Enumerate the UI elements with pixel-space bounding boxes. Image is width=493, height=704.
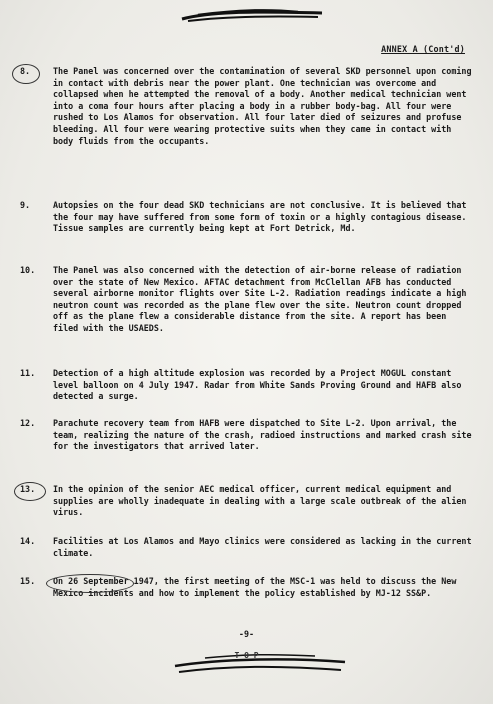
paragraph-number: 12. xyxy=(20,418,36,428)
circle-mark-8 xyxy=(12,64,40,84)
paragraph-number: 14. xyxy=(20,536,36,546)
paragraph-text: Facilities at Los Alamos and Mayo clinics were considered as lacking in the current climate. xyxy=(53,536,472,558)
paragraph-number: 15. xyxy=(20,576,36,586)
annex-header: ANNEX A (Cont'd) xyxy=(381,44,465,54)
paragraph-12 xyxy=(20,418,480,453)
redaction-scribble-top xyxy=(178,7,326,25)
classification-footer: T O P xyxy=(234,651,259,660)
paragraph-text: The Panel was also concerned with the detection of air-borne release of radiation over the state of New Mexico. AFTAC detachment from McClellan AFB has conducted several airborne monitor flights over Site L-2. Radiation readings indicate a high neutron count was recorded as the plane flew over the site. Neutron count dropped off as the plane flew a considerable distance from the site. A report has been filed with the USAEDS. xyxy=(53,265,467,333)
paragraph-9 xyxy=(20,200,480,235)
paragraph-number: 10. xyxy=(20,265,36,275)
paragraph-text: Parachute recovery team from HAFB were dispatched to Site L-2. Upon arrival, the team, realizing the nature of the crash, radioed instructions and marked crash site for the investigators that arrived later. xyxy=(53,418,472,452)
paragraph-number: 9. xyxy=(20,200,31,210)
paragraph-text: On 26 September 1947, the first meeting of the MSC-1 was held to discuss the New Mexico incidents and how to implement the policy established by MJ-12 SS&P. xyxy=(53,576,457,598)
paragraph-8 xyxy=(20,66,480,147)
paragraph-text: Autopsies on the four dead SKD technicians are not conclusive. It is believed that the four may have suffered from some form of toxin or a highly contagious disease. Tissue samples are currently being kept at Fort Detrick, Md. xyxy=(53,200,467,234)
paragraph-text: The Panel was concerned over the contamination of several SKD personnel upon coming in contact with debris near the power plant. One technician was overcome and collapsed when he attempted the removal of a body. Another medical technician went into a coma four hours after placing a body in a rubber body-bag. All four were rushed to Los Alamos for observation. All four later died of seizures and profuse bleeding. All four were wearing protective suits when they came in contact with body fluids from the occupants. xyxy=(53,66,472,146)
circle-mark-13 xyxy=(14,482,46,501)
paragraph-number: 11. xyxy=(20,368,36,378)
paragraph-10 xyxy=(20,265,480,335)
paragraph-text: In the opinion of the senior AEC medical officer, current medical equipment and supplies are wholly inadequate in dealing with a large scale outbreak of the alien virus. xyxy=(53,484,467,518)
circle-mark-date xyxy=(46,574,134,593)
paragraph-14 xyxy=(20,536,480,559)
paragraph-11 xyxy=(20,368,480,403)
paragraph-number: 8. xyxy=(20,66,31,76)
page-number: -9- xyxy=(238,629,255,639)
paragraph-text: Detection of a high altitude explosion was recorded by a Project MOGUL constant level balloon on 4 July 1947. Radar from White Sands Proving Ground and HAFB also detected a surge. xyxy=(53,368,462,402)
paragraph-13 xyxy=(20,484,480,519)
paragraph-number: 13. xyxy=(20,484,36,494)
